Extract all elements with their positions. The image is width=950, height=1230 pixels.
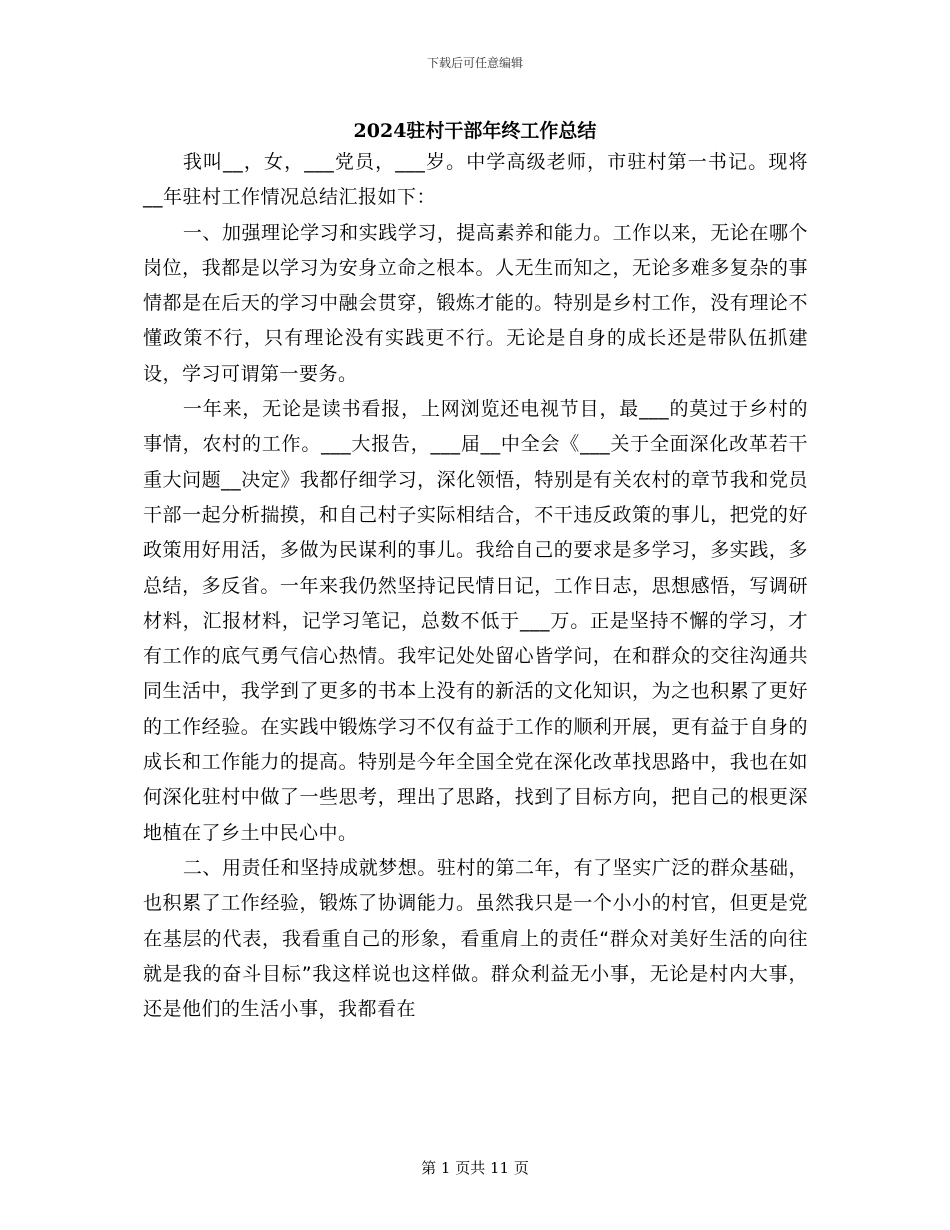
document-title: 2024驻村干部年终工作总结 [353, 120, 597, 142]
paragraph-intro: 我叫__，女，___党员，___岁。中学高级老师，市驻村第一书记。现将__年驻村工作情况总结汇报如下： [143, 151, 808, 209]
page-header-note: 下载后可任意编辑 [426, 56, 523, 70]
paragraph-year-review: 一年来，无论是读书看报，上网浏览还电视节目，最___的莫过于乡村的事情，农村的工作。___大报告，___届__中全会《___关于全面深化改革若干重大问题__决定》我都仔细学习，深化领悟，特别是有关农村的章节我和党员干部一起分析揣摸，和自己村子实际相结合，不干违反政策的事儿，把党的好政策用好用活，多做为民谋利的事儿。我给自己的要求是多学习，多实践，多总结，多反省。一年来我仍然坚持记民情日记，工作日志，思想感悟，写调研材料，汇报材料，记学习笔记，总数不低于___万。正是坚持不懈的学习，才有工作的底气勇气信心热情。我牢记处处留心皆学问，在和群众的交往沟通共同生活中，我学到了更多的书本上没有的新活的文化知识，为之也积累了更好的工作经验。在实践中锻炼学习不仅有益于工作的顺利开展，更有益于自身的成长和工作能力的提高。特别是今年全国全党在深化改革找思路中，我也在如何深化驻村中做了一些思考，理出了思路，找到了目标方向，把自己的根更深地植在了乡土中民心中。 [143, 398, 808, 844]
document-body [143, 145, 808, 1027]
paragraph-section-two: 二、用责任和坚持成就梦想。驻村的第二年，有了坚实广泛的群众基础，也积累了工作经验，锻炼了协调能力。虽然我只是一个小小的村官，但更是党在基层的代表，我看重自己的形象，看重肩上的责任“群众对美好生活的向往就是我的奋斗目标”我这样说也这样做。群众利益无小事，无论是村内大事，还是他们的生活小事，我都看在 [143, 856, 808, 1021]
paragraph-section-one: 一、加强理论学习和实践学习，提高素养和能力。工作以来，无论在哪个岗位，我都是以学习为安身立命之根本。人无生而知之，无论多难多复杂的事情都是在后天的学习中融会贯穿，锻炼才能的。特别是乡村工作，没有理论不懂政策不行，只有理论没有实践更不行。无论是自身的成长还是带队伍抓建设，学习可谓第一要务。 [143, 221, 808, 385]
page-number: 第 1 页共 11 页 [421, 1159, 529, 1177]
